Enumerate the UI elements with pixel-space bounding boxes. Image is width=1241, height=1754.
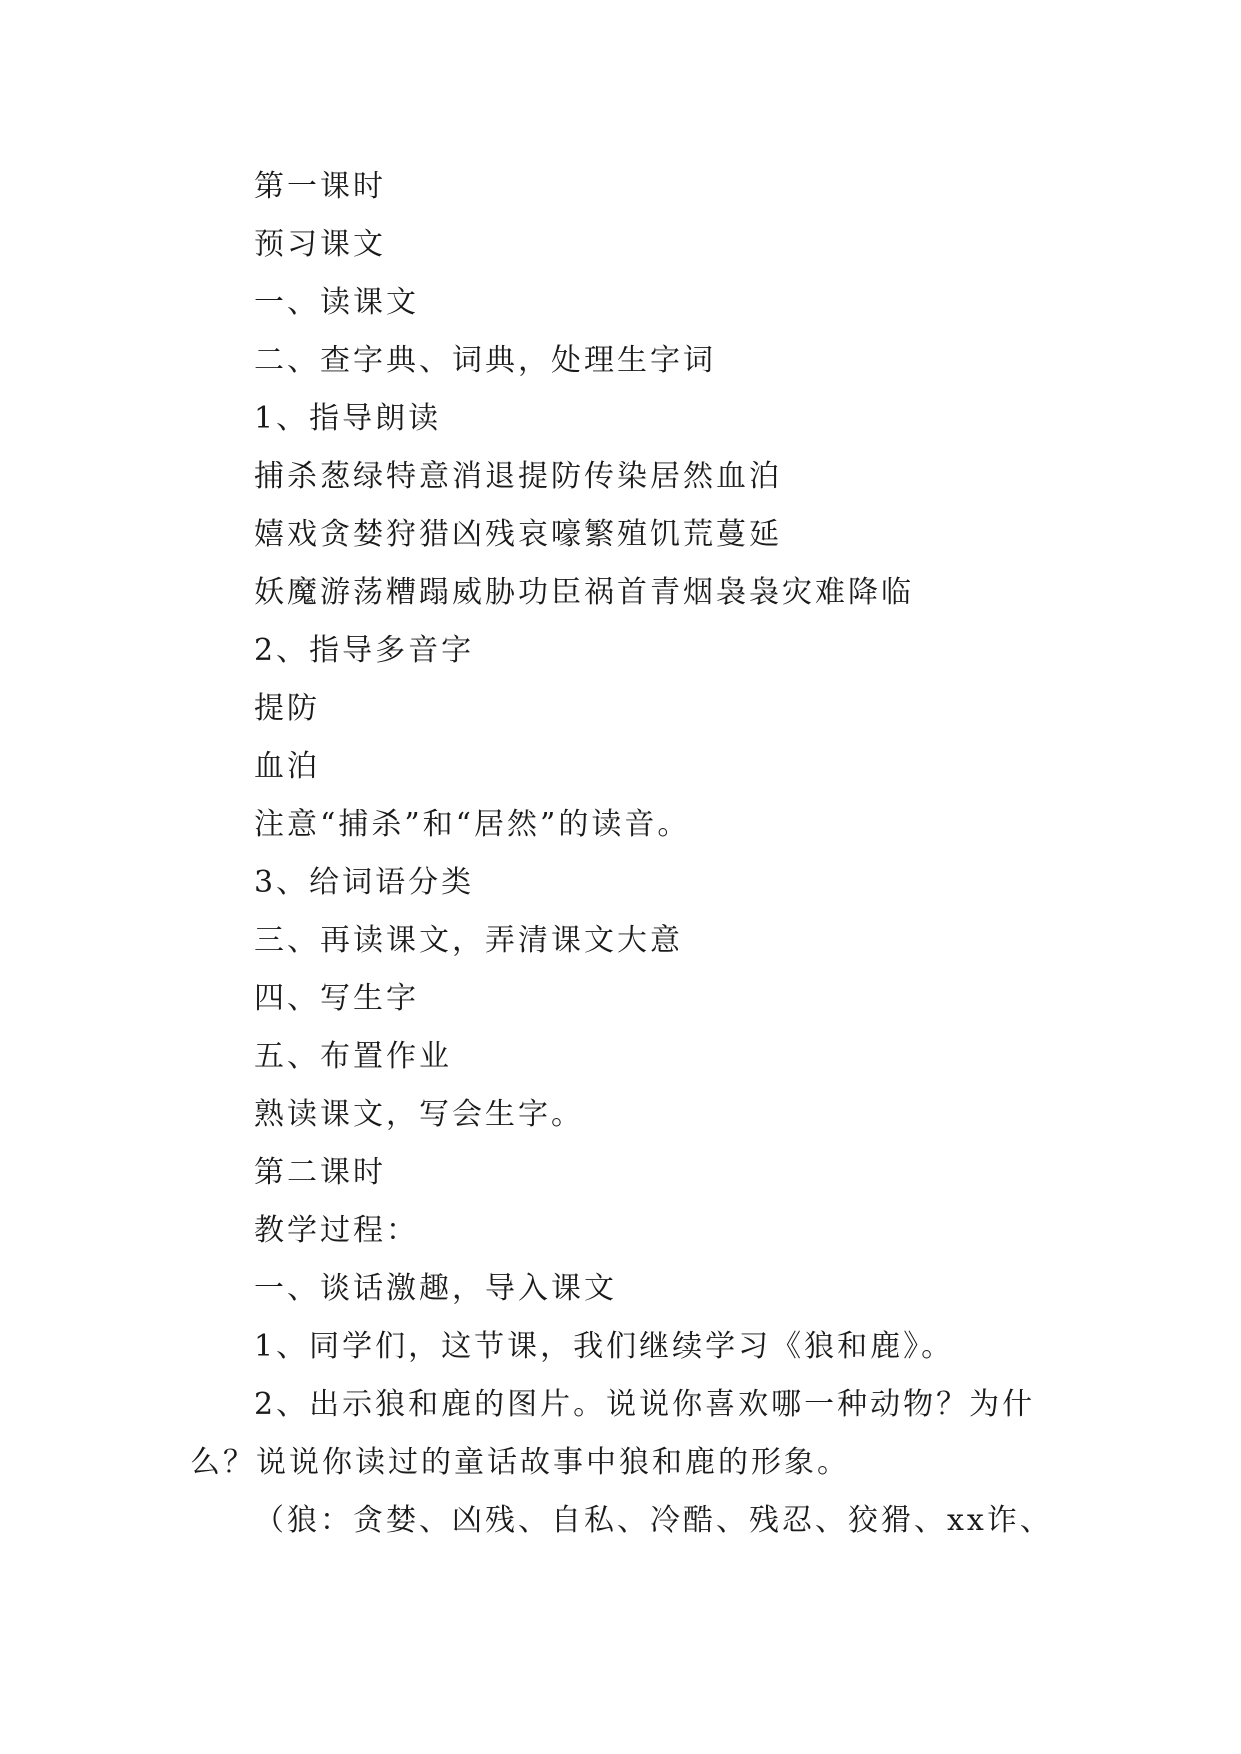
vocabulary-line: 嬉戏贪婪狩猎凶残哀嚎繁殖饥荒蔓延 [254, 517, 782, 552]
step-item: 三、再读课文，弄清课文大意 [254, 923, 683, 958]
document-body [190, 158, 1070, 1550]
vocabulary-line: 妖魔游荡糟蹋威胁功臣祸首青烟袅袅灾难降临 [254, 575, 914, 610]
step-item: 五、布置作业 [254, 1039, 452, 1074]
pronunciation-note: 注意“捕杀”和“居然”的读音。 [254, 807, 691, 842]
body-paragraph: 2、出示狼和鹿的图片。说说你喜欢哪一种动物？为什么？说说你读过的童话故事中狼和鹿的形象。 [190, 1387, 1036, 1480]
section-heading: 教学过程： [254, 1213, 419, 1248]
section-heading: 预习课文 [254, 227, 386, 262]
polyphone-word: 提防 [254, 691, 320, 726]
sub-step-item: 3、给词语分类 [254, 865, 475, 900]
lesson-heading-2: 第二课时 [254, 1155, 386, 1190]
step-item: 四、写生字 [254, 981, 419, 1016]
sub-step-item: 1、同学们，这节课，我们继续学习《狼和鹿》。 [254, 1329, 955, 1364]
body-paragraph: （狼：贪婪、凶残、自私、冷酷、残忍、狡猾、xx诈、 [254, 1503, 1053, 1538]
step-item: 二、查字典、词典，处理生字词 [254, 343, 716, 378]
step-item: 一、谈话激趣，导入课文 [254, 1271, 617, 1306]
polyphone-word: 血泊 [254, 749, 320, 784]
step-item: 一、读课文 [254, 285, 419, 320]
lesson-heading-1: 第一课时 [254, 169, 386, 204]
vocabulary-line: 捕杀葱绿特意消退提防传染居然血泊 [254, 459, 782, 494]
sub-step-item: 1、指导朗读 [254, 401, 442, 436]
sub-step-item: 2、指导多音字 [254, 633, 475, 668]
homework-text: 熟读课文，写会生字。 [254, 1097, 584, 1132]
